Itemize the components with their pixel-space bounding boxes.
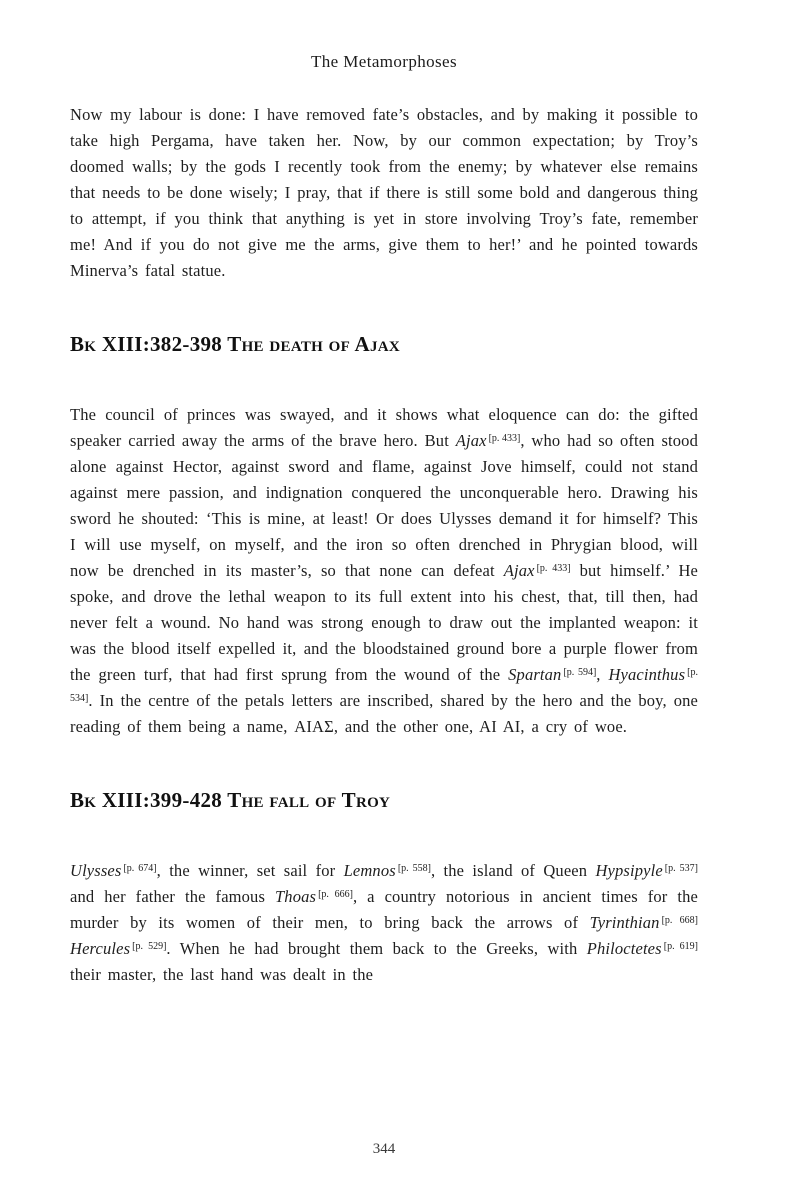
page-reference: [p. 433]	[488, 432, 521, 444]
text-run: , the island of Queen	[430, 861, 596, 880]
body-paragraph-1	[70, 102, 698, 284]
page-reference: [p. 619]	[663, 940, 698, 952]
section-heading-fall-of-troy	[70, 788, 698, 812]
proper-name-emphasis: Hypsipyle	[595, 861, 663, 880]
text-run: , the winner, set sail for	[156, 861, 344, 880]
page-reference: [p. 674]	[123, 862, 157, 874]
page-number: 344	[372, 1141, 396, 1157]
page-reference: [p. 433]	[536, 562, 571, 574]
page-reference: [p. 529]	[132, 940, 167, 952]
page-reference: [p. 558]	[397, 862, 431, 874]
text-run: their master, the last hand was dealt in the	[70, 965, 374, 984]
section-heading-death-of-ajax	[70, 332, 698, 356]
text-run: Bk XIII:382-398 The death of Ajax	[70, 332, 401, 356]
text-run: , a country notorious in ancient times for the murder by its women of their men, to bring back the arrows of	[70, 887, 699, 932]
proper-name-emphasis: Ajax	[503, 561, 535, 580]
proper-name-emphasis: Ajax	[455, 431, 487, 450]
text-run: Bk XIII:399-428 The fall of Troy	[70, 788, 391, 812]
page-reference: [p. 537]	[664, 862, 698, 874]
proper-name-emphasis: Hercules	[70, 939, 131, 958]
text-run: Now my labour is done: I have removed fate’s obstacles, and by making it possible to take high Pergama, have taken her. Now, by our common expectation; by Troy’s doomed walls; by the gods I recently took from the enemy; by whatever else remains that needs to be done wisely; I pray, that if there is still some bold and dangerous thing to attempt, if you think that anything is yet in store involving Troy’s fate, remember me! And if you do not give me the arms, give them to her!’ and he pointed towards Minerva’s fatal statue.	[70, 105, 698, 280]
text-run: The council of princes was swayed, and it shows what eloquence can do: the gifted speaker carried away the arms of the brave hero. But	[70, 405, 698, 450]
text-run: and her father the famous	[70, 887, 275, 906]
page-reference: [p. 668]	[661, 914, 698, 926]
proper-name-emphasis: Hyacinthus	[608, 665, 686, 684]
proper-name-emphasis: Spartan	[508, 665, 562, 684]
page-reference: [p. 594]	[563, 666, 597, 678]
text-run: . When he had brought them back to the Greeks, with	[166, 939, 587, 958]
page-reference: [p. 666]	[318, 888, 353, 900]
proper-name-emphasis: Ulysses	[70, 861, 122, 880]
proper-name-emphasis: Philoctetes	[586, 939, 662, 958]
text-run: ,	[596, 665, 609, 684]
body-paragraph-2	[70, 402, 698, 740]
body-paragraph-3	[70, 858, 698, 988]
page-reference: [p. 534]	[70, 666, 698, 704]
text-run: but himself.’ He spoke, and drove the lethal weapon to its full extent into his chest, that, till then, had never felt a wound. No hand was strong enough to draw out the implanted weapon: it was the blood itself expelled it, and the bloodstained ground bore a purple flower from the green turf, that had first sprung from the wound of the	[70, 561, 698, 684]
text-run: , who had so often stood alone against Hector, against sword and flame, against Jove himself, could not stand against mere passion, and indignation conquered the unconquerable hero. Drawing his sword he shouted: ‘This is mine, at least! Or does Ulysses demand it for himself? This I will use myself, on myself, and the iron so often drenched in Phrygian blood, will now be drenched in its master’s, so that none can defeat	[70, 431, 698, 580]
proper-name-emphasis: Tyrinthian	[589, 913, 660, 932]
page-content	[70, 102, 698, 988]
proper-name-emphasis: Lemnos	[343, 861, 396, 880]
text-run: . In the centre of the petals letters are inscribed, shared by the hero and the boy, one reading of them being a name, ΑΙΑΣ, and the other one, AI AI, a cry of woe.	[70, 691, 698, 736]
proper-name-emphasis: Thoas	[274, 887, 317, 906]
running-header-title: The Metamorphoses	[310, 52, 458, 71]
